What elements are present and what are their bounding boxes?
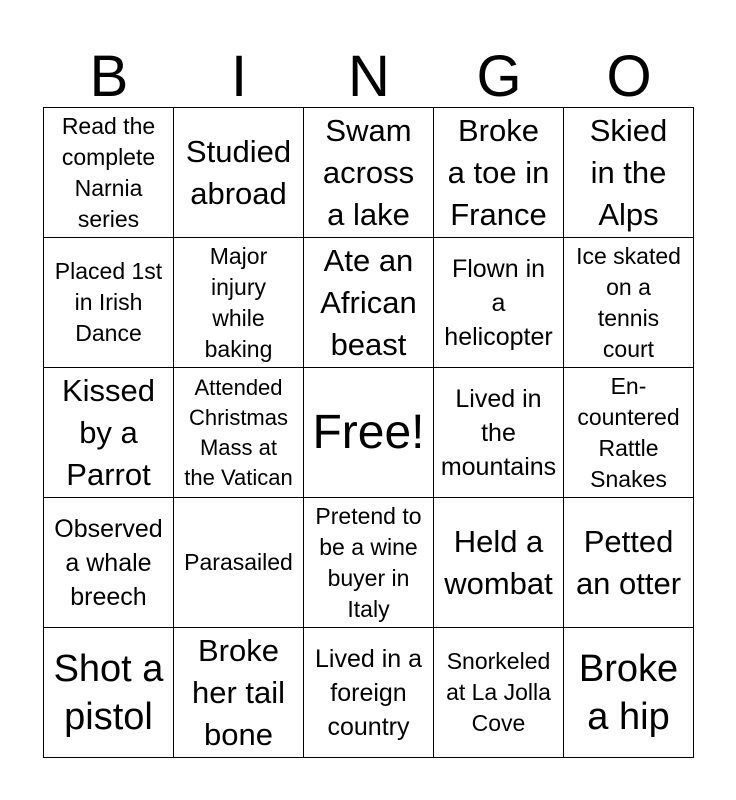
- cell-text: Read the complete Narnia series: [61, 112, 156, 232]
- cell-text: Flown in a helicopter: [444, 254, 553, 351]
- bingo-grid: [43, 107, 694, 758]
- header-letter-n: N: [348, 44, 390, 109]
- cell-text: Ice skated on a tennis court: [576, 242, 681, 362]
- cell-text: Ate an African beast: [320, 242, 417, 362]
- cell-text: Lived in the mountains: [440, 384, 557, 481]
- bingo-cell[interactable]: [44, 628, 174, 758]
- bingo-cell[interactable]: [44, 368, 174, 498]
- bingo-cell[interactable]: [174, 108, 304, 238]
- bingo-cell[interactable]: [564, 498, 694, 628]
- bingo-cell[interactable]: [564, 628, 694, 758]
- cell-text: Parasailed: [184, 549, 293, 575]
- cell-text: Held a wombat: [444, 523, 553, 601]
- cell-text: Placed 1st in Irish Dance: [54, 258, 163, 346]
- bingo-cell[interactable]: [174, 238, 304, 368]
- bingo-cell[interactable]: [304, 108, 434, 238]
- cell-text: En- countered Rattle Snakes: [577, 372, 680, 492]
- cell-text: Shot a pistol: [53, 647, 164, 738]
- bingo-cell[interactable]: [44, 108, 174, 238]
- bingo-cell[interactable]: [304, 368, 434, 498]
- cell-text: Petted an otter: [575, 523, 682, 601]
- header-letter-b: B: [89, 44, 129, 109]
- free-space: Free!: [312, 405, 425, 459]
- bingo-cell[interactable]: [564, 368, 694, 498]
- cell-text: Major injury while baking: [204, 242, 273, 362]
- bingo-cell[interactable]: [564, 238, 694, 368]
- cell-text: Pretend to be a wine buyer in Italy: [315, 502, 422, 622]
- cell-text: Broke a hip: [578, 647, 679, 738]
- cell-text: Kissed by a Parrot: [61, 372, 156, 492]
- bingo-cell[interactable]: [44, 498, 174, 628]
- bingo-cell[interactable]: [434, 628, 564, 758]
- cell-text: Observed a whale breech: [54, 514, 163, 611]
- bingo-cell[interactable]: [174, 498, 304, 628]
- cell-text: Skied in the Alps: [589, 112, 668, 232]
- bingo-cell[interactable]: [434, 498, 564, 628]
- bingo-cell[interactable]: [434, 108, 564, 238]
- cell-text: Broke a toe in France: [447, 112, 550, 232]
- cell-text: Attended Christmas Mass at the Vatican: [184, 374, 293, 490]
- bingo-cell[interactable]: [304, 238, 434, 368]
- bingo-cell[interactable]: [304, 498, 434, 628]
- bingo-cell[interactable]: [44, 238, 174, 368]
- cell-text: Broke her tail bone: [191, 632, 286, 752]
- header-letter-g: G: [476, 44, 522, 109]
- bingo-cell[interactable]: [434, 368, 564, 498]
- cell-text: Lived in a foreign country: [314, 644, 423, 741]
- bingo-cell[interactable]: [174, 628, 304, 758]
- cell-text: Swam across a lake: [322, 112, 415, 232]
- bingo-cell[interactable]: [304, 628, 434, 758]
- bingo-cell[interactable]: [174, 368, 304, 498]
- header-letter-i: I: [230, 44, 248, 109]
- cell-text: Studied abroad: [185, 133, 292, 211]
- header-letter-o: O: [606, 44, 652, 109]
- cell-text: Snorkeled at La Jolla Cove: [446, 648, 551, 736]
- bingo-cell[interactable]: [564, 108, 694, 238]
- bingo-cell[interactable]: [434, 238, 564, 368]
- bingo-header: [44, 42, 694, 108]
